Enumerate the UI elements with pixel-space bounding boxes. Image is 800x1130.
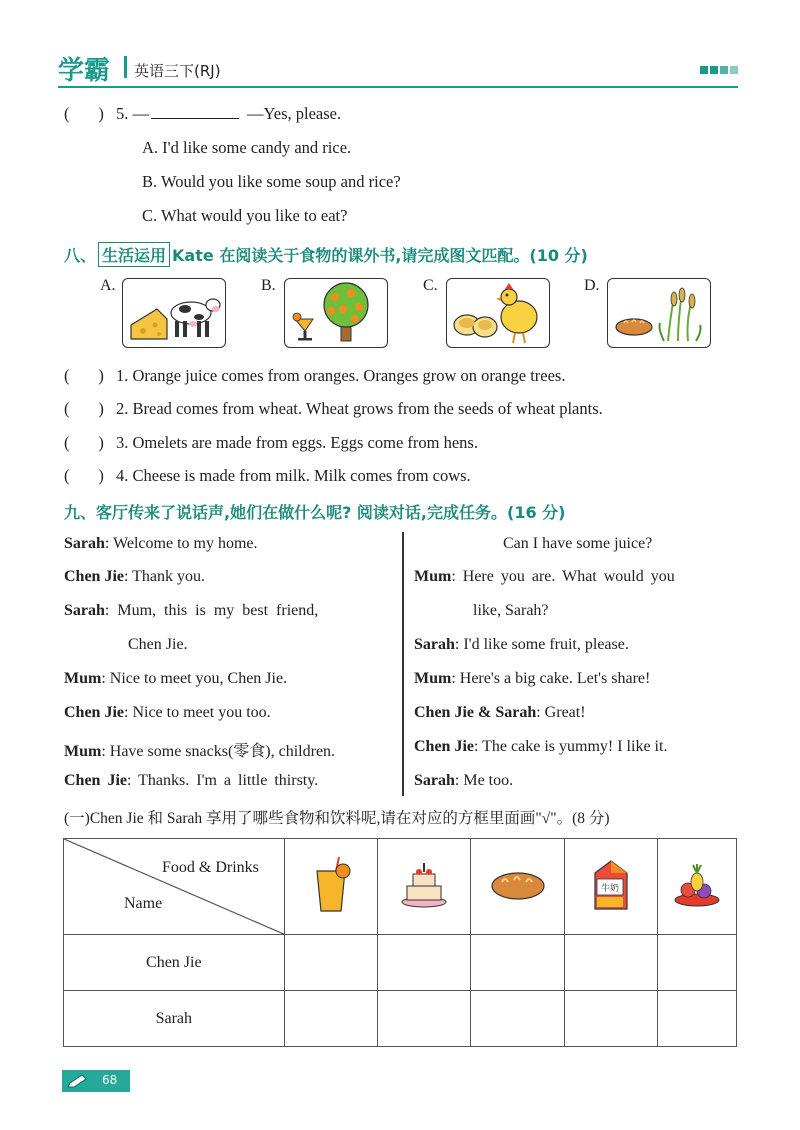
table-header-food-drinks: Food & Drinks (162, 859, 259, 876)
page-number-tab (62, 1070, 130, 1092)
task-1-instruction: (一)Chen Jie 和 Sarah 享用了哪些食物和饮料呢,请在对应的方框里面画"√"。(8 分) (64, 810, 610, 827)
table-cell-checkbox[interactable] (564, 935, 657, 991)
table-cell-checkbox[interactable] (658, 935, 737, 991)
q5-stem-start: 5. — (116, 104, 149, 123)
dialogue-line: Chen Jie: The cake is yummy! I like it. (414, 738, 668, 755)
header-square-icon (700, 66, 708, 74)
fruit-plate-icon (672, 860, 722, 910)
table-row-label: Sarah (64, 991, 285, 1047)
pencil-icon (66, 1073, 88, 1089)
cake-icon (399, 860, 449, 910)
dialogue-line: Chen Jie: Nice to meet you too. (64, 704, 271, 721)
match-option-b-label: B. (261, 277, 276, 294)
section-8-title-en: Kate (172, 246, 214, 265)
q5-option-c: C. What would you like to eat? (142, 206, 348, 225)
table-cell-checkbox[interactable] (658, 991, 737, 1047)
answer-paren[interactable]: ( ) (64, 399, 104, 418)
match-question-1: ( ) 1. Orange juice comes from oranges. Oranges grow on orange trees. (64, 366, 566, 385)
table-cell-checkbox[interactable] (284, 991, 377, 1047)
answer-paren[interactable]: ( ) (64, 466, 104, 485)
header-rule (58, 86, 738, 88)
cheese-and-cow-picture (122, 278, 226, 348)
table-row-label: Chen Jie (64, 935, 285, 991)
section-8-tag: 生活运用 (98, 242, 170, 267)
dialogue-line: Mum: Here's a big cake. Let's share! (414, 670, 651, 687)
table-header-juice (284, 839, 377, 935)
section-8-title (64, 242, 588, 267)
dialogue-line: Sarah: I'd like some fruit, please. (414, 636, 629, 653)
dialogue-line: Sarah: Me too. (414, 772, 514, 789)
match-option-d-label: D. (584, 277, 600, 294)
dialogue-line: Can I have some juice? (503, 535, 653, 552)
match-question-3: ( ) 3. Omelets are made from eggs. Eggs come from hens. (64, 433, 478, 452)
match-question-2: ( ) 2. Bread comes from wheat. Wheat grows from the seeds of wheat plants. (64, 399, 603, 418)
table-header-cake (377, 839, 470, 935)
juice-icon (309, 855, 353, 915)
header-divider (124, 56, 127, 78)
page-header (58, 50, 738, 90)
header-square-icon (720, 66, 728, 74)
bread-icon (490, 868, 546, 902)
dialogue-line: Chen Jie & Sarah: Great! (414, 704, 586, 721)
section-8-title-cn: 在阅读关于食物的课外书,请完成图文匹配。(10 分) (219, 246, 588, 265)
header-square-icon (730, 66, 738, 74)
dialogue-divider (402, 532, 404, 796)
table-cell-checkbox[interactable] (377, 991, 470, 1047)
dialogue-line: Chen Jie: Thank you. (64, 568, 206, 585)
match-question-4: ( ) 4. Cheese is made from milk. Milk comes from cows. (64, 466, 471, 485)
milk-label: 牛奶 (601, 883, 620, 894)
q5-stem-end: —Yes, please. (247, 104, 342, 123)
answer-paren[interactable]: ( ) (64, 366, 104, 385)
page-number: 68 (102, 1073, 118, 1087)
q5-option-b: B. Would you like some soup and rice? (142, 172, 401, 191)
table-cell-checkbox[interactable] (564, 991, 657, 1047)
dialogue-line: Mum: Here you are. What would you (414, 568, 675, 585)
dialogue-line: Mum: Nice to meet you, Chen Jie. (64, 670, 288, 687)
section-8-number: 八、 (64, 246, 97, 265)
header-square-icon (710, 66, 718, 74)
dialogue-line: like, Sarah? (473, 602, 549, 619)
q5-answer-blank[interactable] (151, 104, 239, 119)
table-cell-checkbox[interactable] (377, 935, 470, 991)
table-cell-checkbox[interactable] (284, 935, 377, 991)
answer-paren[interactable]: ( ) (64, 433, 104, 452)
table-cell-checkbox[interactable] (471, 991, 565, 1047)
dialogue-line: Chen Jie. (128, 636, 188, 653)
match-option-c-label: C. (423, 277, 438, 294)
table-header-bread (471, 839, 565, 935)
question-5 (64, 104, 341, 124)
table-header-fruit (658, 839, 737, 935)
section-9-title: 九、客厅传来了说话声,她们在做什么呢? 阅读对话,完成任务。(16 分) (64, 503, 566, 522)
juice-and-orange-tree-picture (284, 278, 388, 348)
book-subtitle: 英语三下(RJ) (134, 62, 221, 80)
table-header-name: Name (124, 895, 163, 912)
dialogue-line: Mum: Have some snacks(零食), children. (64, 743, 336, 760)
milk-carton-icon (589, 857, 633, 913)
brand-logo: 学霸 (58, 56, 111, 86)
table-corner-header (64, 839, 285, 935)
q5-option-a: A. I'd like some candy and rice. (142, 138, 352, 157)
table-cell-checkbox[interactable] (471, 935, 565, 991)
table-header-milk (564, 839, 657, 935)
dialogue-line: Chen Jie: Thanks. I'm a little thirsty. (64, 772, 319, 789)
match-option-a-label: A. (100, 277, 116, 294)
answer-paren: ( ) (64, 104, 104, 123)
bread-and-wheat-picture (607, 278, 711, 348)
omelet-and-hen-picture (446, 278, 550, 348)
dialogue-line: Sarah: Welcome to my home. (64, 535, 258, 552)
food-drinks-table (63, 838, 737, 1047)
dialogue-line: Sarah: Mum, this is my best friend, (64, 602, 319, 619)
